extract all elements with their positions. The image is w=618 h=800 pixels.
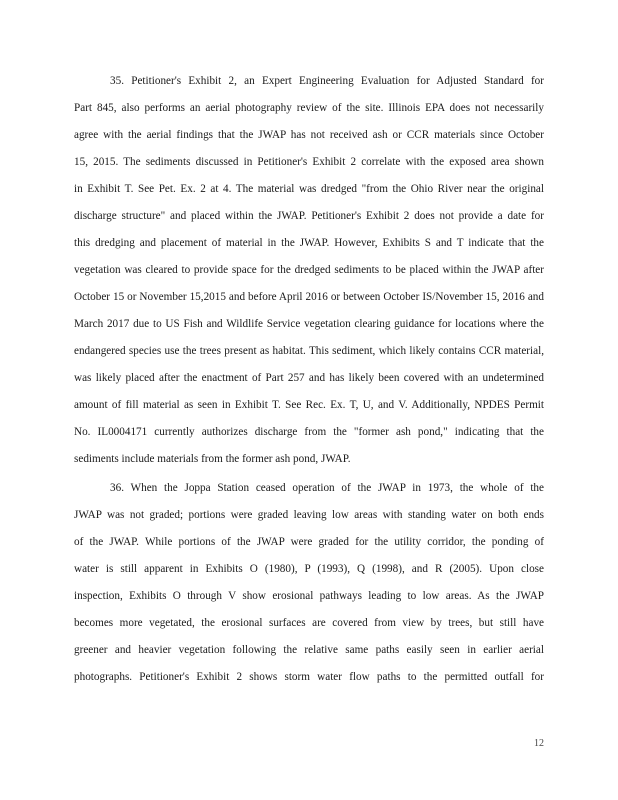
text-line: 35. Petitioner's Exhibit 2, an Expert Engineering Evaluation for Adjusted Standard for <box>110 75 544 87</box>
text-line: 15, 2015. The sediments discussed in Petitioner's Exhibit 2 correlate with the exposed area shown <box>74 156 544 168</box>
text-line: inspection, Exhibits O through V show erosional pathways leading to low areas. As the JWAP <box>74 590 544 602</box>
text-line: 36. When the Joppa Station ceased operation of the JWAP in 1973, the whole of the <box>110 482 544 494</box>
text-line: in Exhibit T. See Pet. Ex. 2 at 4. The material was dredged "from the Ohio River near the original <box>74 183 544 195</box>
text-line: Part 845, also performs an aerial photography review of the site. Illinois EPA does not necessarily <box>74 102 544 114</box>
text-line: sediments include materials from the former ash pond, JWAP. <box>74 453 351 465</box>
text-line: water is still apparent in Exhibits O (1980), P (1993), Q (1998), and R (2005). Upon close <box>74 563 544 575</box>
text-line: this dredging and placement of material in the JWAP. However, Exhibits S and T indicate that the <box>74 237 544 249</box>
text-line: amount of fill material as seen in Exhibit T. See Rec. Ex. T, U, and V. Additionally, NPDES Permit <box>74 399 544 411</box>
text-line: March 2017 due to US Fish and Wildlife Service vegetation clearing guidance for locations where the <box>74 318 544 330</box>
text-line: was likely placed after the enactment of Part 257 and has likely been covered with an undetermined <box>74 372 544 384</box>
text-line: discharge structure" and placed within the JWAP. Petitioner's Exhibit 2 does not provide a date for <box>74 210 544 222</box>
text-line: October 15 or November 15,2015 and before April 2016 or between October IS/November 15, 2016 and <box>74 291 544 303</box>
text-line: of the JWAP. While portions of the JWAP were graded for the utility corridor, the ponding of <box>74 536 544 548</box>
text-line: agree with the aerial findings that the JWAP has not received ash or CCR materials since October <box>74 129 544 141</box>
page-number: 12 <box>534 738 544 749</box>
text-line: becomes more vegetated, the erosional surfaces are covered from view by trees, but still have <box>74 617 544 629</box>
text-line: endangered species use the trees present as habitat. This sediment, which likely contains CCR material, <box>74 345 544 357</box>
text-line: greener and heavier vegetation following the relative same paths easily seen in earlier aerial <box>74 644 544 656</box>
text-line: vegetation was cleared to provide space for the dredged sediments to be placed within the JWAP after <box>74 264 544 276</box>
text-line: No. IL0004171 currently authorizes discharge from the "former ash pond," indicating that the <box>74 426 544 438</box>
text-line: JWAP was not graded; portions were graded leaving low areas with standing water on both ends <box>74 509 544 521</box>
text-line: photographs. Petitioner's Exhibit 2 shows storm water flow paths to the permitted outfall for <box>74 671 544 683</box>
